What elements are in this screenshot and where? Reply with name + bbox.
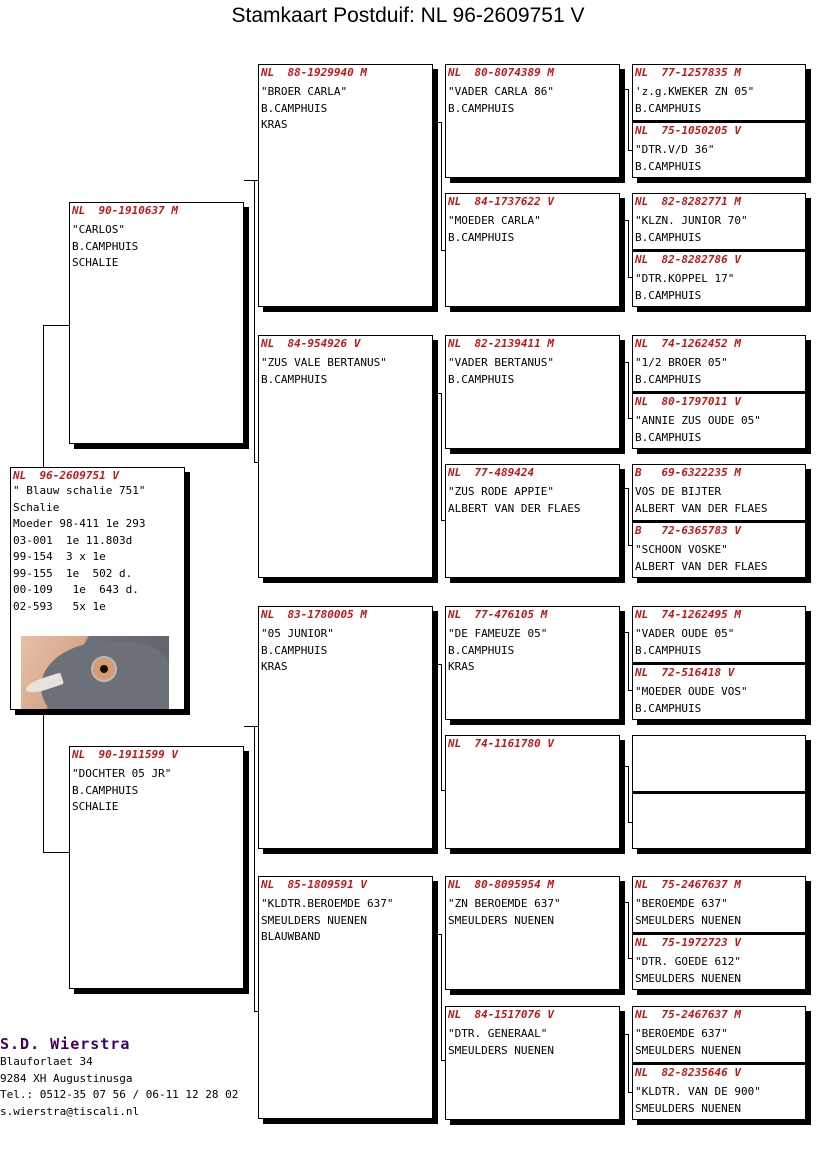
connector-line xyxy=(620,902,628,903)
great-grandparent-line: "VADER CARLA 86" xyxy=(448,85,554,98)
parent-line: "DOCHTER 05 JR" xyxy=(72,767,172,780)
gen4-line: ALBERT VAN DER FLAES xyxy=(635,559,768,573)
great-grandparent-ring: NL 82-2139411 M xyxy=(448,337,554,350)
great-grandparent-card xyxy=(445,606,620,720)
owner-email[interactable]: s.wierstra@tiscali.nl xyxy=(0,1104,140,1118)
connector-line xyxy=(441,664,442,790)
subject-line: 03-001 1e 11.803d xyxy=(13,533,133,547)
connector-line xyxy=(441,393,442,520)
subject-line: " Blauw schalie 751" xyxy=(13,484,146,497)
gen4-ring: B 69-6322235 M xyxy=(635,466,741,479)
gen4-ring: NL 75-1050205 V xyxy=(635,124,741,137)
gen4-line: "DTR. GOEDE 612" xyxy=(635,955,741,968)
gen4-entry xyxy=(633,1007,805,1062)
subject-line: 02-593 5x 1e xyxy=(13,599,106,613)
gen4-entry xyxy=(633,120,805,178)
gen4-ring: B 72-6365783 V xyxy=(635,524,741,537)
gen4-line: "BEROEMDE 637" xyxy=(635,897,728,910)
connector-line xyxy=(433,393,441,394)
grandparent-line: SMEULDERS NUENEN xyxy=(261,913,367,927)
connector-line xyxy=(43,852,69,853)
grandparent-line: "ZUS VALE BERTANUS" xyxy=(261,356,387,369)
great-grandparent-line: "ZN BEROEMDE 637" xyxy=(448,897,561,910)
connector-line xyxy=(620,220,628,221)
gen4-ring: NL 75-1972723 V xyxy=(635,936,741,949)
gen4-entry xyxy=(633,391,805,449)
great-grandparent-ring: NL 77-476105 M xyxy=(448,608,548,621)
gen4-entry xyxy=(633,791,805,849)
connector-line xyxy=(43,325,44,467)
great-grandparent-card xyxy=(445,876,620,990)
connector-line xyxy=(254,180,255,462)
connector-line xyxy=(628,220,629,277)
gen4-line: SMEULDERS NUENEN xyxy=(635,1101,741,1115)
gen4-entry xyxy=(633,65,805,120)
owner-name: S.D. Wierstra xyxy=(0,1035,131,1053)
parent-line: SCHALIE xyxy=(72,256,119,269)
gen4-line: B.CAMPHUIS xyxy=(635,701,702,715)
gen4-entry xyxy=(633,877,805,932)
parent-line: B.CAMPHUIS xyxy=(72,239,139,253)
subject-line: Moeder 98-411 1e 293 xyxy=(13,517,146,530)
great-grandparent-line: "DE FAMEUZE 05" xyxy=(448,627,548,640)
gen4-ring: NL 75-2467637 M xyxy=(635,1008,741,1021)
gen4-entry xyxy=(633,465,805,520)
gen4-line: B.CAMPHUIS xyxy=(635,430,702,444)
connector-line xyxy=(254,726,255,1011)
great-grandparent-ring: NL 77-489424 xyxy=(448,466,535,479)
great-grandparent-line: B.CAMPHUIS xyxy=(448,230,515,244)
gen4-ring: NL 72-516418 V xyxy=(635,666,735,679)
connector-line xyxy=(620,89,628,90)
connector-line xyxy=(628,362,629,418)
great-grandparent-card xyxy=(445,335,620,449)
gen4-entry xyxy=(633,520,805,578)
grandparent-card xyxy=(258,606,433,849)
connector-line xyxy=(620,488,628,489)
gen4-line: B.CAMPHUIS xyxy=(635,372,702,386)
connector-line xyxy=(628,1034,629,1092)
parent-line: "CARLOS" xyxy=(72,223,125,236)
gen4-entry xyxy=(633,194,805,249)
gen4-line: VOS DE BIJTER xyxy=(635,485,722,498)
father-card xyxy=(69,202,244,444)
grandparent-card xyxy=(258,876,433,1119)
great-grandparent-line: B.CAMPHUIS xyxy=(448,372,515,386)
grandparent-line: "KLDTR.BEROEMDE 637" xyxy=(261,897,394,910)
great-grandparent-line: B.CAMPHUIS xyxy=(448,643,515,657)
great-grandparent-card xyxy=(445,193,620,307)
great-grandparent-line: SMEULDERS NUENEN xyxy=(448,913,554,927)
subject-details xyxy=(11,483,184,615)
connector-line xyxy=(628,766,629,822)
grandparent-ring: NL 83-1780005 M xyxy=(261,608,367,621)
great-grandparent-line: "DTR. GENERAAL" xyxy=(448,1027,548,1040)
parent-line: SCHALIE xyxy=(72,800,119,813)
great-grandparent-line: ALBERT VAN DER FLAES xyxy=(448,501,581,515)
gen4-line: "MOEDER OUDE VOS" xyxy=(635,685,748,698)
grandparent-line: B.CAMPHUIS xyxy=(261,372,328,386)
gen4-entry xyxy=(633,662,805,720)
connector-line xyxy=(244,180,258,181)
gen4-ring: NL 82-8282771 M xyxy=(635,195,741,208)
owner-address: Blauforlaet 34 xyxy=(0,1055,93,1068)
parent-line: B.CAMPHUIS xyxy=(72,783,139,797)
gen4-line: "KLZN. JUNIOR 70" xyxy=(635,214,748,227)
gen4-line: "DTR.V/D 36" xyxy=(635,143,715,156)
grandparent-ring: NL 88-1929940 M xyxy=(261,66,367,79)
gen4-entry xyxy=(633,336,805,391)
connector-line xyxy=(433,934,441,935)
great-grandparent-line: SMEULDERS NUENEN xyxy=(448,1043,554,1057)
gen4-line: B.CAMPHUIS xyxy=(635,643,702,657)
great-grandparent-ring: NL 80-8074389 M xyxy=(448,66,554,79)
grandparent-ring: NL 84-954926 V xyxy=(261,337,361,350)
gen4-card xyxy=(632,64,806,178)
grandparent-card xyxy=(258,335,433,578)
mother-card xyxy=(69,746,244,989)
gen4-line: SMEULDERS NUENEN xyxy=(635,1043,741,1057)
gen4-card xyxy=(632,876,806,990)
grandparent-line: "BROER CARLA" xyxy=(261,85,348,98)
connector-line xyxy=(620,362,628,363)
gen4-line: SMEULDERS NUENEN xyxy=(635,971,741,985)
connector-line xyxy=(628,902,629,958)
parent-ring: NL 90-1910637 M xyxy=(72,204,178,217)
great-grandparent-ring: NL 80-8095954 M xyxy=(448,878,554,891)
gen4-line: B.CAMPHUIS xyxy=(635,288,702,302)
gen4-ring: NL 75-2467637 M xyxy=(635,878,741,891)
great-grandparent-card xyxy=(445,64,620,178)
grandparent-line: BLAUWBAND xyxy=(261,930,321,943)
gen4-entry xyxy=(633,249,805,307)
owner-city: 9284 XH Augustinusga xyxy=(0,1071,133,1085)
gen4-line: "DTR.KOPPEL 17" xyxy=(635,272,735,285)
pigeon-eye-icon xyxy=(91,656,117,682)
gen4-line: B.CAMPHUIS xyxy=(635,230,702,244)
gen4-line: B.CAMPHUIS xyxy=(635,159,702,173)
gen4-ring: NL 74-1262495 M xyxy=(635,608,741,621)
grandparent-line: KRAS xyxy=(261,660,288,673)
connector-line xyxy=(43,325,69,326)
great-grandparent-line: "MOEDER CARLA" xyxy=(448,214,541,227)
connector-line xyxy=(433,122,441,123)
great-grandparent-card xyxy=(445,1006,620,1120)
parent-ring: NL 90-1911599 V xyxy=(72,748,178,761)
subject-line: Schalie xyxy=(13,500,60,514)
gen4-line: "ANNIE ZUS OUDE 05" xyxy=(635,414,761,427)
gen4-card xyxy=(632,1006,806,1120)
gen4-line: ALBERT VAN DER FLAES xyxy=(635,501,768,515)
gen4-ring: NL 82-8235646 V xyxy=(635,1066,741,1079)
gen4-line: "VADER OUDE 05" xyxy=(635,627,735,640)
gen4-card xyxy=(632,335,806,449)
grandparent-line: B.CAMPHUIS xyxy=(261,101,328,115)
gen4-line: "KLDTR. VAN DE 900" xyxy=(635,1085,761,1098)
gen4-ring: NL 82-8282786 V xyxy=(635,253,741,266)
gen4-entry xyxy=(633,1062,805,1120)
gen4-line: 'z.g.KWEKER ZN 05" xyxy=(635,85,755,98)
subject-ring: NL 96-2609751 V xyxy=(13,469,119,482)
connector-line xyxy=(441,934,442,1060)
gen4-card xyxy=(632,606,806,720)
subject-line: 99-154 3 x 1e xyxy=(13,550,106,563)
gen4-line: B.CAMPHUIS xyxy=(635,101,702,115)
gen4-ring: NL 74-1262452 M xyxy=(635,337,741,350)
owner-info xyxy=(0,1034,238,1120)
page-title: Stamkaart Postduif: NL 96-2609751 V xyxy=(231,4,585,27)
gen4-line: "1/2 BROER 05" xyxy=(635,356,728,369)
connector-line xyxy=(628,488,629,545)
gen4-entry xyxy=(633,932,805,990)
gen4-line: "SCHOON VOSKE" xyxy=(635,543,728,556)
grandparent-line: B.CAMPHUIS xyxy=(261,643,328,657)
connector-line xyxy=(244,726,258,727)
gen4-entry xyxy=(633,607,805,662)
connector-line xyxy=(620,1034,628,1035)
gen4-entry xyxy=(633,736,805,791)
subject-line: 99-155 1e 502 d. xyxy=(13,566,133,580)
subject-card xyxy=(10,467,185,710)
great-grandparent-line: KRAS xyxy=(448,660,475,673)
great-grandparent-ring: NL 74-1161780 V xyxy=(448,737,554,750)
gen4-card xyxy=(632,193,806,307)
subject-line: 00-109 1e 643 d. xyxy=(13,583,139,596)
great-grandparent-line: B.CAMPHUIS xyxy=(448,101,515,115)
gen4-card xyxy=(632,735,806,849)
owner-phone: Tel.: 0512-35 07 56 / 06-11 12 28 02 xyxy=(0,1088,239,1101)
great-grandparent-ring: NL 84-1737622 V xyxy=(448,195,554,208)
great-grandparent-card xyxy=(445,735,620,849)
great-grandparent-card xyxy=(445,464,620,578)
gen4-ring: NL 77-1257835 M xyxy=(635,66,741,79)
gen4-line: "BEROEMDE 637" xyxy=(635,1027,728,1040)
grandparent-card xyxy=(258,64,433,307)
connector-line xyxy=(620,632,628,633)
great-grandparent-ring: NL 84-1517076 V xyxy=(448,1008,554,1021)
pigeon-head-photo xyxy=(21,636,169,710)
gen4-line: SMEULDERS NUENEN xyxy=(635,913,741,927)
gen4-card xyxy=(632,464,806,578)
connector-line xyxy=(628,89,629,150)
gen4-ring: NL 80-1797011 V xyxy=(635,395,741,408)
connector-line xyxy=(628,632,629,690)
great-grandparent-line: "ZUS RODE APPIE" xyxy=(448,485,554,498)
connector-line xyxy=(433,664,441,665)
great-grandparent-line: "VADER BERTANUS" xyxy=(448,356,554,369)
grandparent-line: KRAS xyxy=(261,118,288,131)
connector-line xyxy=(43,710,44,852)
connector-line xyxy=(620,766,628,767)
grandparent-line: "05 JUNIOR" xyxy=(261,627,334,640)
connector-line xyxy=(441,122,442,250)
grandparent-ring: NL 85-1809591 V xyxy=(261,878,367,891)
